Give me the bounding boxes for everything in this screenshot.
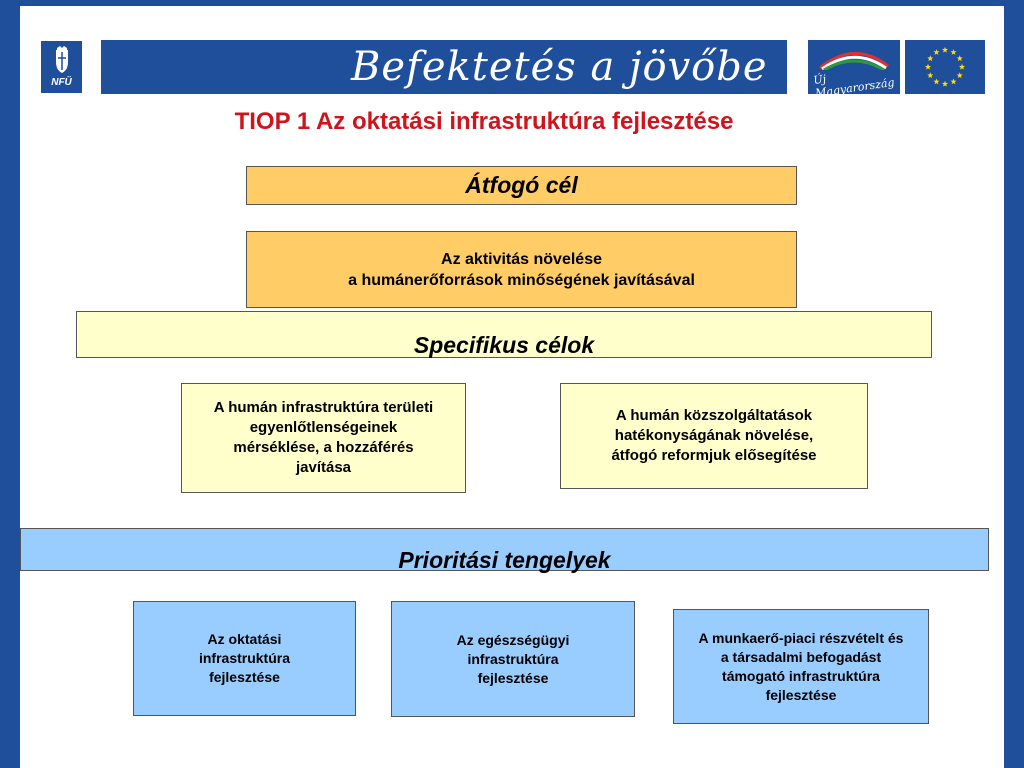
specific-goal-line: átfogó reformjuk elősegítése: [611, 447, 817, 464]
overall-goal-header-text: Átfogó cél: [465, 172, 578, 198]
eu-star: [942, 47, 948, 53]
uj-magyarorszag-logo: [808, 40, 900, 100]
eu-star: [927, 55, 933, 61]
nfu-logo: [40, 40, 83, 94]
eu-star: [933, 49, 939, 55]
eu-star: [957, 72, 963, 78]
priority-axis-line: infrastruktúra: [467, 650, 559, 667]
crest-icon: [52, 46, 72, 74]
priority-axis-line: Az egészségügyi: [456, 631, 570, 648]
priority-axis-line: fejlesztése: [765, 686, 837, 703]
priority-axis-line: fejlesztése: [477, 669, 549, 686]
overall-goal-line: Az aktivitás növelése: [441, 250, 602, 268]
priority-axis-line: fejlesztése: [209, 669, 280, 685]
eu-star: [959, 64, 965, 70]
priority-axis-line: infrastruktúra: [198, 650, 291, 666]
priority-axes-header-text: Prioritási tengelyek: [398, 547, 611, 573]
specific-goal-line: javítása: [295, 459, 352, 476]
page-title: [0, 108, 1024, 136]
eu-star: [957, 55, 963, 61]
frame-top: [0, 0, 1024, 6]
specific-goal-line: hatékonyságának növelése,: [614, 427, 814, 444]
nfu-logo-text: NFÜ: [51, 77, 72, 88]
specific-goals-header: [76, 311, 932, 358]
uj-logo-text: Új Magyarország: [812, 72, 896, 100]
priority-axis-line: támogató infrastruktúra: [722, 667, 880, 684]
specific-goal-line: A humán közszolgáltatások: [615, 407, 813, 424]
priority-axis-box: [391, 601, 635, 717]
eu-star: [950, 79, 956, 85]
specific-goal-box: [181, 383, 466, 493]
overall-goal-box: [246, 231, 797, 308]
overall-goal-line: a humánerőforrások minőségének javításával: [348, 271, 695, 289]
specific-goal-line: egyenlőtlenségeinek: [249, 419, 398, 436]
eu-star: [927, 72, 933, 78]
specific-goal-line: mérséklése, a hozzáférés: [233, 439, 414, 456]
priority-axis-line: a társadalmi befogadást: [720, 648, 882, 665]
priority-axis-box: [133, 601, 356, 716]
eu-logo: [905, 40, 985, 94]
specific-goals-header-text: Specifikus célok: [413, 332, 595, 358]
eu-flag-icon: [905, 40, 985, 94]
eu-star: [925, 64, 931, 70]
priority-axis-line: A munkaerő-piaci részvételt és: [698, 629, 904, 646]
eu-star: [950, 49, 956, 55]
priority-axis-line: Az oktatási: [207, 631, 282, 647]
slogan-text: Befektetés a jövőbe: [351, 44, 768, 90]
priority-axis-box: [673, 609, 929, 724]
specific-goal-line: A humán infrastruktúra területi: [213, 399, 434, 416]
specific-goal-box: [560, 383, 868, 489]
eu-star: [942, 81, 948, 87]
eu-star: [933, 79, 939, 85]
priority-axes-header: [20, 528, 989, 571]
page-title-text: TIOP 1 Az oktatási infrastruktúra fejlesztése: [234, 108, 734, 135]
overall-goal-header: [246, 166, 797, 205]
slogan-banner: [101, 40, 787, 94]
